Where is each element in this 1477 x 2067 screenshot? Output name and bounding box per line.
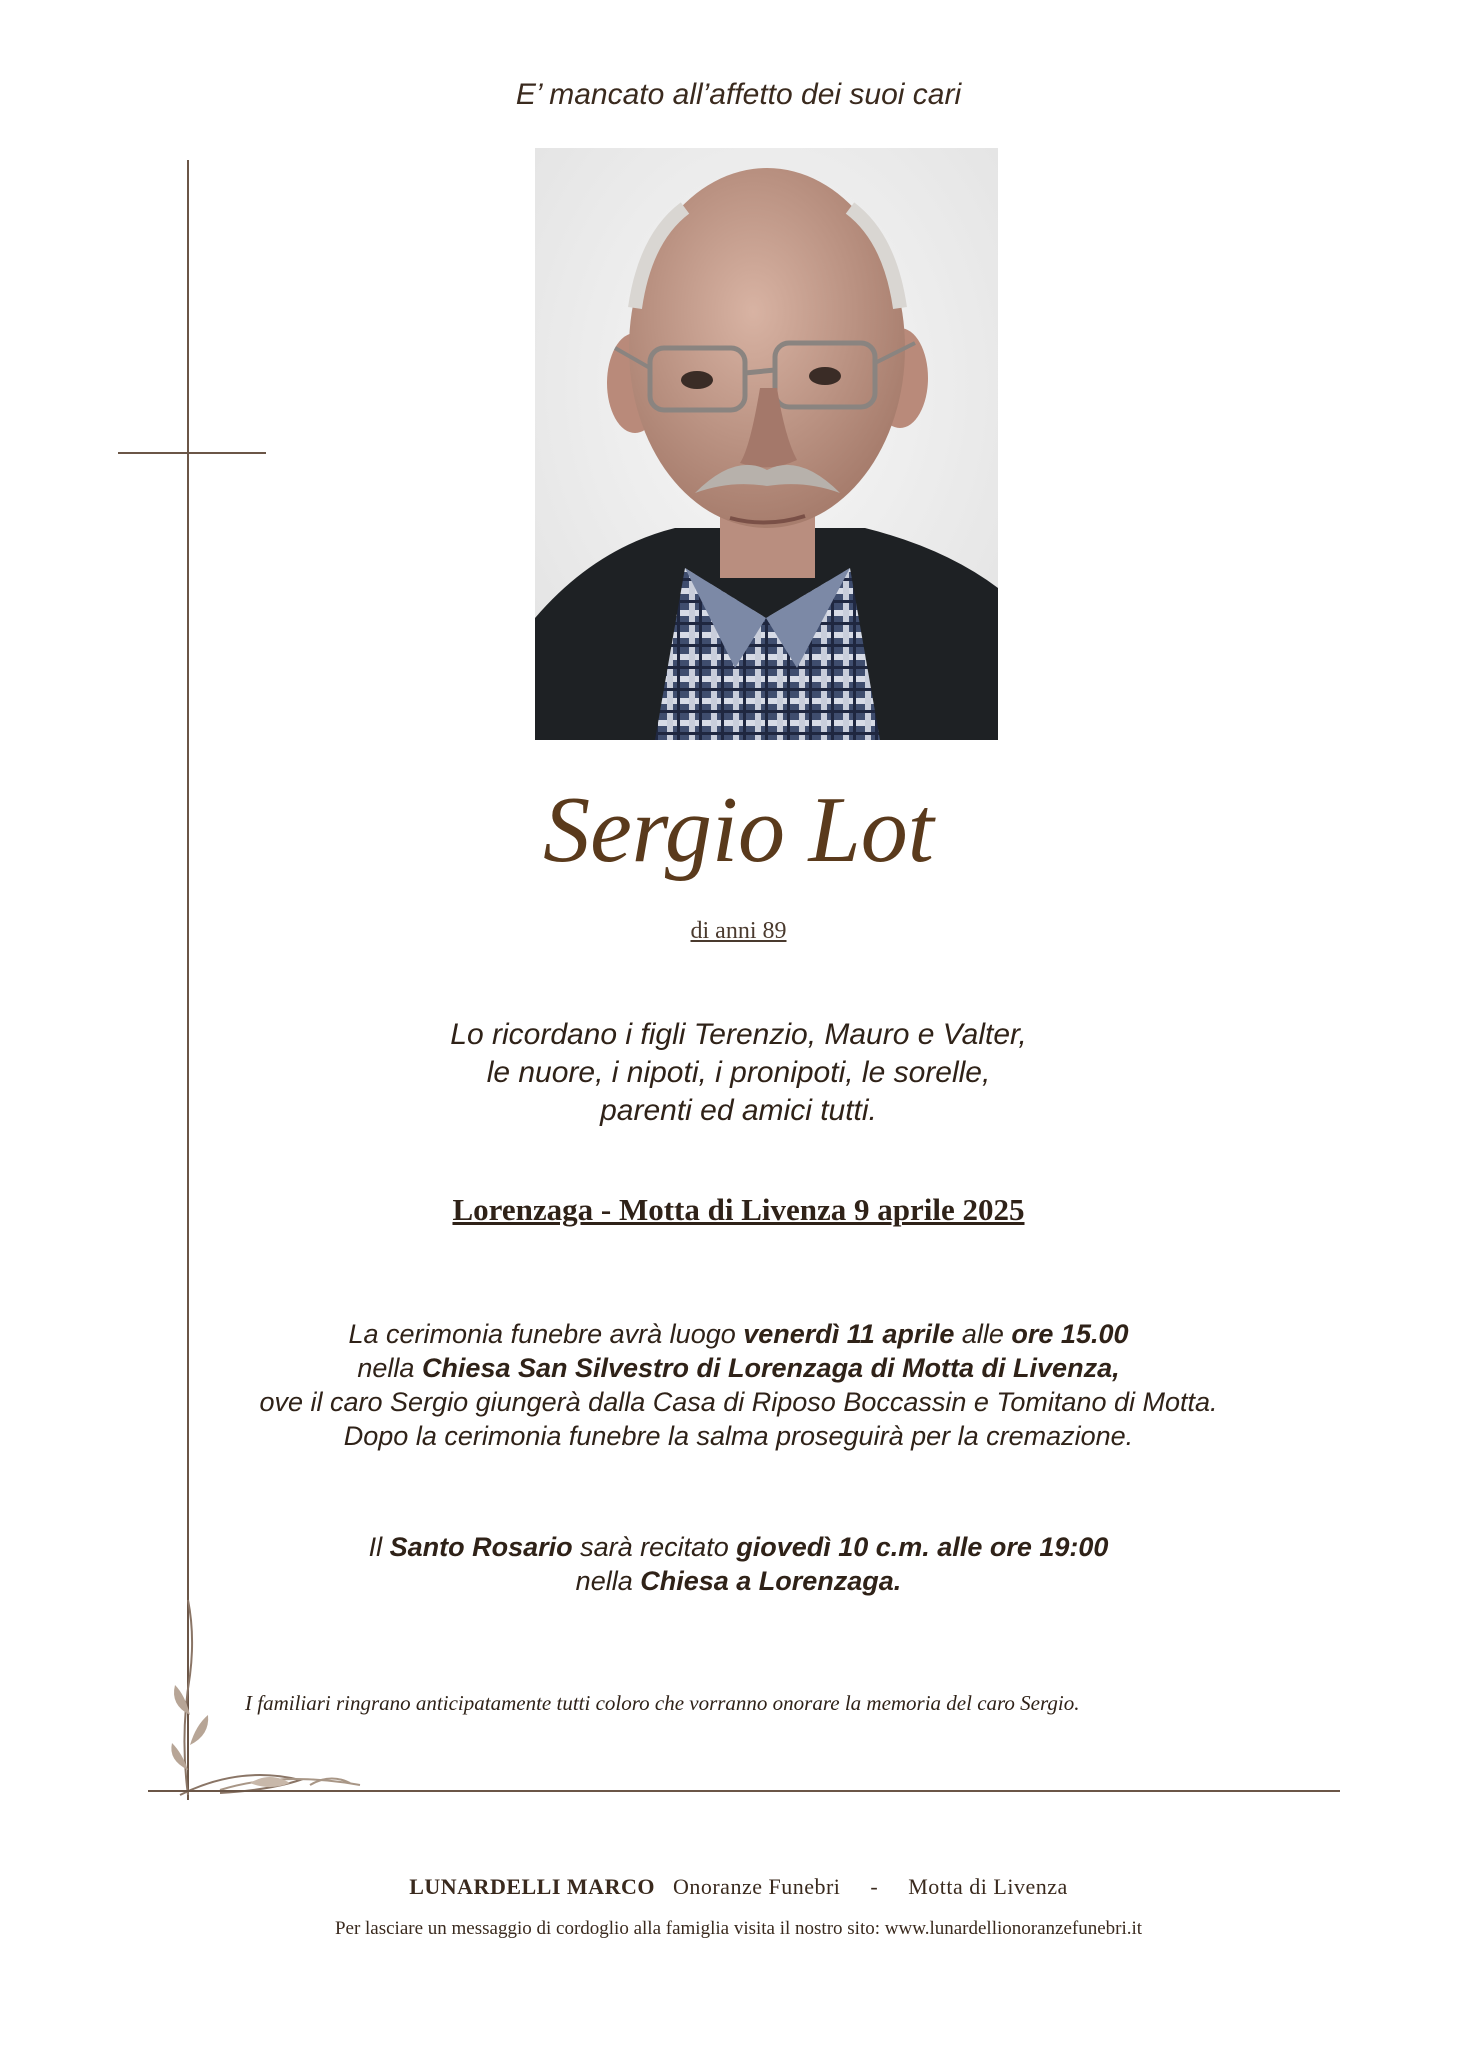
family-line: le nuore, i nipoti, i pronipoti, le sorelle, <box>486 1056 991 1089</box>
family-mourners <box>0 1016 1477 1130</box>
family-line: Lo ricordano i figli Terenzio, Mauro e Valter, <box>450 1018 1027 1051</box>
condolence-message: Per lasciare un messaggio di cordoglio alla famiglia visita il nostro sito: www.lunardellionoranzefunebri.it <box>334 1918 1143 1939</box>
rosary-line: nella Chiesa a Lorenzaga. <box>575 1566 902 1596</box>
ceremony-line: ove il caro Sergio giungerà dalla Casa di Riposo Boccassin e Tomitano di Motta. <box>259 1387 1218 1417</box>
ceremony-line: Dopo la cerimonia funebre la salma proseguirà per la cremazione. <box>343 1421 1134 1451</box>
ceremony-details <box>0 1317 1477 1453</box>
bottom-divider <box>148 1790 1340 1792</box>
thanks-note: I familiari ringrano anticipatamente tutti coloro che vorranno onorare la memoria del caro Sergio. <box>245 1691 1080 1715</box>
rosary-details <box>0 1530 1477 1598</box>
service-type: Onoranze Funebri <box>672 1874 841 1899</box>
funeral-home-info <box>0 1874 1477 1900</box>
rosary-line: Il Santo Rosario sarà recitato giovedì 10 c.m. alle ore 19:00 <box>368 1532 1109 1562</box>
ceremony-line: nella Chiesa San Silvestro di Lorenzaga di Motta di Livenza, <box>357 1353 1120 1383</box>
intro-text: E’ mancato all’affetto dei suoi cari <box>515 78 962 111</box>
ceremony-line: La cerimonia funebre avrà luogo venerdì 11 aprile alle ore 15.00 <box>348 1319 1129 1349</box>
separator: - <box>870 1874 879 1899</box>
deceased-name: Sergio Lot <box>543 778 934 882</box>
portrait-photo <box>535 148 998 740</box>
place-date: Lorenzaga - Motta di Livenza 9 aprile 2025 <box>452 1192 1025 1227</box>
portrait-illustration <box>535 148 998 740</box>
family-line: parenti ed amici tutti. <box>600 1094 877 1127</box>
cross-horizontal-line <box>118 452 266 454</box>
company-name: LUNARDELLI MARCO <box>409 1874 655 1899</box>
age-text: di anni 89 <box>690 918 787 944</box>
funeral-home-town: Motta di Livenza <box>908 1874 1068 1899</box>
